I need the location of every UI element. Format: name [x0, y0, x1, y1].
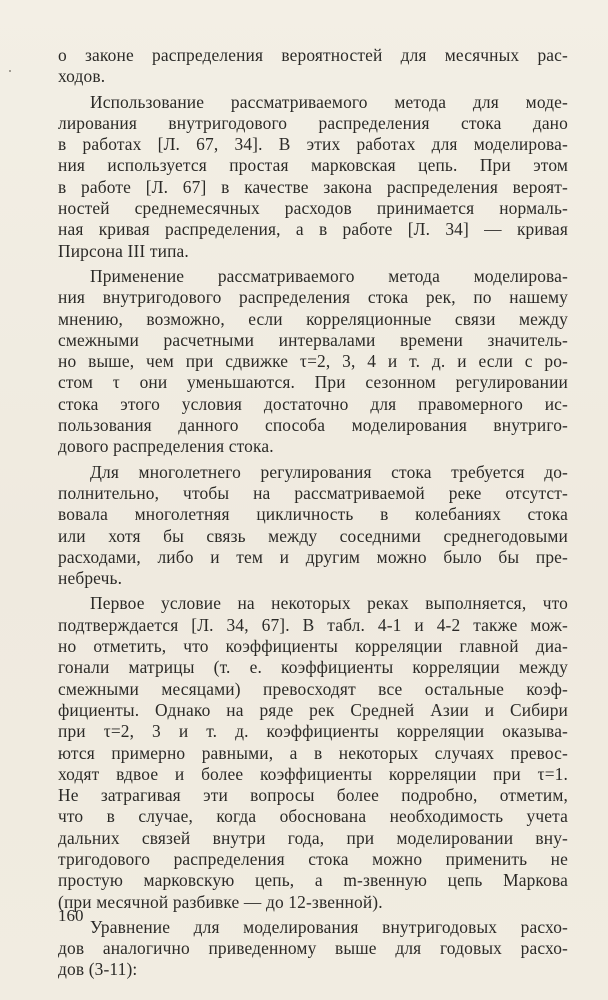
- text-line: или хотя бы связь между соседними среднегодовыми: [58, 525, 568, 546]
- text-line: Применение рассматриваемого метода моделирова-: [90, 265, 568, 286]
- text-line: при τ=2, 3 и т. д. коэффициенты корреляции оказыва-: [58, 721, 568, 742]
- text-line: Для многолетнего регулирования стока требуется до-: [90, 461, 568, 482]
- text-line: смежными месяцами) превосходят все остальные коэф-: [58, 678, 568, 699]
- text-line: подтверждается [Л. 34, 67]. В табл. 4-1 и 4-2 также мож-: [58, 614, 568, 635]
- text-line: о законе распределения вероятностей для месячных рас-: [58, 45, 568, 65]
- text-line: дальних связей внутри года, при моделировании вну-: [58, 827, 568, 848]
- paragraph: [58, 92, 568, 262]
- paragraph: [58, 45, 568, 88]
- text-line: (при месячной разбивке — до 12-звенной).: [58, 891, 383, 912]
- text-line: дового распределения стока.: [58, 436, 274, 457]
- text-line: Уравнение для моделирования внутригодовых расхо-: [90, 916, 568, 937]
- text-line: в работах [Л. 67, 34]. В этих работах для моделирова-: [58, 134, 568, 155]
- text-line: фициенты. Однако на ряде рек Средней Азии и Сибири: [58, 699, 568, 720]
- text-line: что в случае, когда обоснована необходимость учета: [58, 806, 568, 827]
- text-line: полнительно, чтобы на рассматриваемой реке отсутст-: [58, 482, 568, 503]
- text-line: стока этого условия достаточно для правомерного ис-: [58, 393, 568, 414]
- text-line: пользования данного способа моделирования внутриго-: [58, 415, 568, 436]
- text-line: Использование рассматриваемого метода для моде-: [90, 91, 568, 112]
- text-line: в работе [Л. 67] в качестве закона распределения вероят-: [58, 176, 568, 197]
- text-line: дов аналогично приведенному выше для годовых расхо-: [58, 938, 568, 959]
- text-line: мнению, возможно, если корреляционные связи между: [58, 308, 568, 329]
- text-line: Не затрагивая эти вопросы более подробно, отметим,: [58, 785, 568, 806]
- text-line: ются примерно равными, а в некоторых случаях превос-: [58, 742, 568, 763]
- text-line: Пирсона III типа.: [58, 240, 189, 261]
- text-line: небречь.: [58, 568, 123, 589]
- page-number: 160: [58, 906, 84, 925]
- paragraph: [58, 266, 568, 458]
- text-line: Первое условие на некоторых реках выполняется, что: [90, 593, 568, 614]
- text-line: дов (3-11):: [58, 959, 138, 980]
- text-line: тригодового распределения стока можно применить не: [58, 848, 568, 869]
- edge-speck: [9, 70, 11, 72]
- text-line: но выше, чем при сдвижке τ=2, 3, 4 и т. д. и если с ро-: [58, 351, 568, 372]
- text-line: ностей среднемесячных расходов принимается нормаль-: [58, 198, 568, 219]
- text-line: ная кривая распределения, а в работе [Л. 34] — кривая: [58, 219, 568, 240]
- paragraph: [58, 462, 568, 590]
- text-line: стом τ они уменьшаются. При сезонном регулировании: [58, 372, 568, 393]
- text-line: ния используется простая марковская цепь. При этом: [58, 155, 568, 176]
- text-line: гонали матрицы (т. е. коэффициенты корреляции между: [58, 657, 568, 678]
- text-line: расходами, либо и тем и другим можно было бы пре-: [58, 546, 568, 567]
- text-line: ходят вдвое и более коэффициенты корреляции при τ=1.: [58, 763, 568, 784]
- text-line: лирования внутригодового распределения стока дано: [58, 112, 568, 133]
- paragraph: [58, 917, 568, 981]
- text-line: ния внутригодового распределения стока рек, по нашему: [58, 287, 568, 308]
- text-line: ходов.: [58, 66, 106, 87]
- text-line: простую марковскую цепь, а m-звенную цепь Маркова: [58, 870, 568, 891]
- body-text: [58, 45, 568, 981]
- text-line: смежными расчетными интервалами времени значитель-: [58, 329, 568, 350]
- paragraph: [58, 593, 568, 912]
- text-line: вовала многолетняя цикличность в колебаниях стока: [58, 504, 568, 525]
- text-line: но отметить, что коэффициенты корреляции главной диа-: [58, 636, 568, 657]
